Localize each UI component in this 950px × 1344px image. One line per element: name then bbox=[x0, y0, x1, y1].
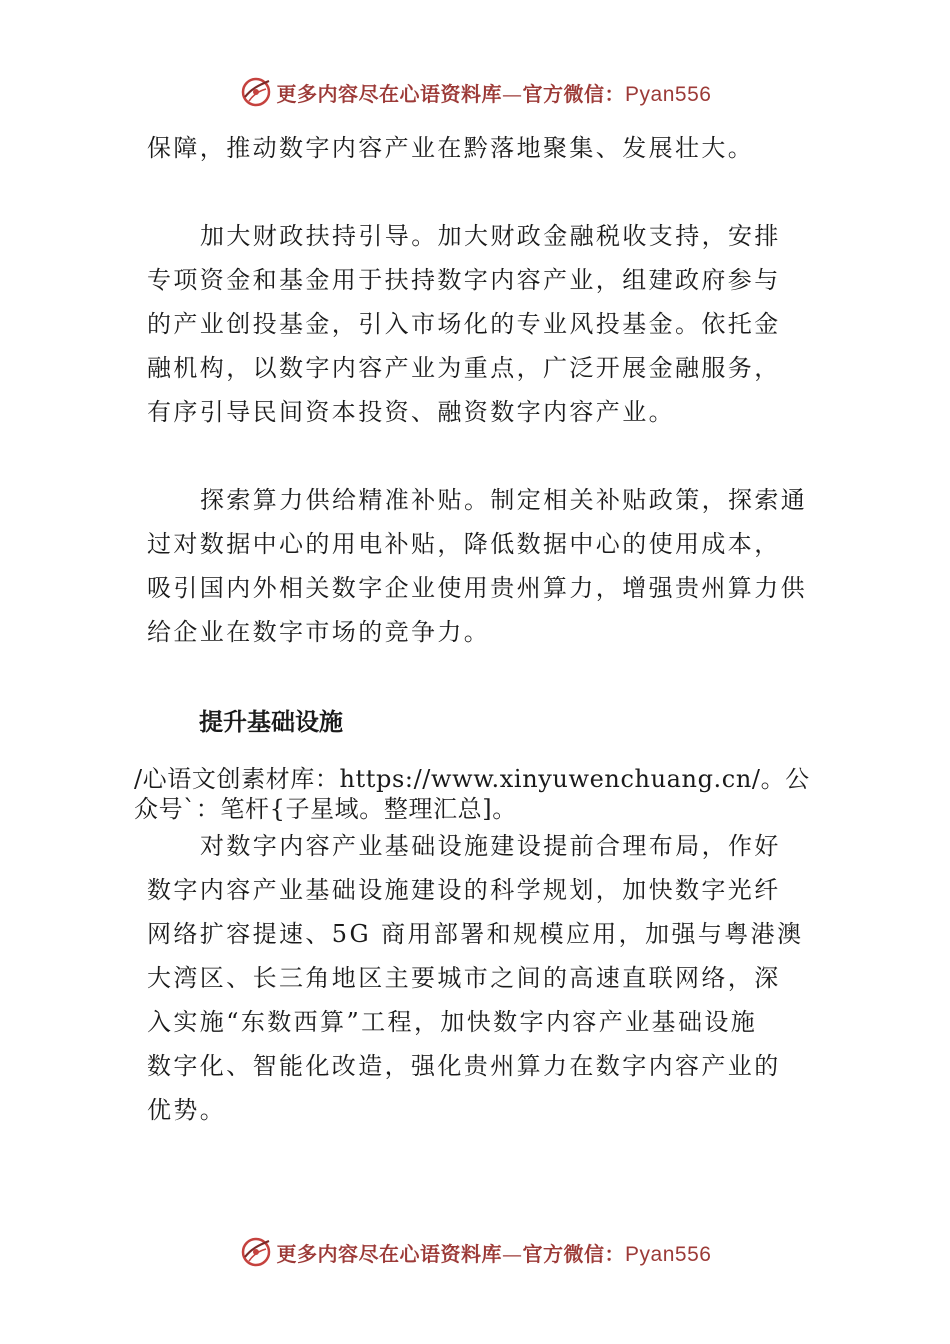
text-line: 网络扩容提速、5G 商用部署和规模应用，加强与粤港澳 bbox=[147, 920, 804, 948]
banner-wechat-id: Pyan556 bbox=[625, 1242, 712, 1266]
brand-logo-icon bbox=[239, 1235, 273, 1269]
text-line: 优势。 bbox=[147, 1096, 227, 1124]
banner-wechat-id: Pyan556 bbox=[625, 82, 712, 106]
footer-banner bbox=[0, 1232, 950, 1272]
banner-title: 更多内容尽在心语资料库 bbox=[276, 1241, 503, 1266]
banner-wechat-label: 官方微信： bbox=[522, 81, 626, 106]
banner-separator: — bbox=[502, 1241, 523, 1266]
text-line: 入实施“东数西算”工程，加快数字内容产业基础设施 bbox=[147, 1008, 758, 1036]
text-line: 数字内容产业基础设施建设的科学规划，加快数字光纤 bbox=[147, 876, 781, 904]
text-line: 对数字内容产业基础设施建设提前合理布局，作好 bbox=[200, 832, 781, 860]
text-line: 大湾区、长三角地区主要城市之间的高速直联网络，深 bbox=[147, 964, 781, 992]
header-banner bbox=[0, 72, 950, 112]
text-line: 吸引国内外相关数字企业使用贵州算力，增强贵州算力供 bbox=[147, 574, 807, 602]
text-line: 探索算力供给精准补贴。制定相关补贴政策，探索通 bbox=[200, 486, 808, 514]
section-heading: 提升基础设施 bbox=[199, 708, 343, 736]
source-line: /心语文创素材库：https://www.xinyuwenchuang.cn/。公 bbox=[134, 765, 810, 793]
paragraph-3 bbox=[147, 478, 807, 654]
text-line: 的产业创投基金，引入市场化的专业风投基金。依托金 bbox=[147, 310, 781, 338]
text-line: 有序引导民间资本投资、融资数字内容产业。 bbox=[147, 398, 675, 426]
text-line: 融机构，以数字内容产业为重点，广泛开展金融服务， bbox=[147, 354, 781, 382]
source-note bbox=[134, 764, 810, 824]
paragraph-1 bbox=[147, 126, 754, 170]
text-line: 保障，推动数字内容产业在黔落地聚集、发展壮大。 bbox=[147, 134, 755, 162]
text-line: 过对数据中心的用电补贴，降低数据中心的使用成本， bbox=[147, 530, 781, 558]
text-line: 给企业在数字市场的竞争力。 bbox=[147, 618, 491, 646]
source-line: 众号`：笔杆{子星域。整理汇总]。 bbox=[134, 795, 517, 823]
paragraph-2 bbox=[147, 214, 781, 434]
text-line: 专项资金和基金用于扶持数字内容产业，组建政府参与 bbox=[147, 266, 781, 294]
brand-logo-icon bbox=[239, 75, 273, 109]
banner-wechat-label: 官方微信： bbox=[522, 1241, 626, 1266]
text-line: 数字化、智能化改造，强化贵州算力在数字内容产业的 bbox=[147, 1052, 781, 1080]
paragraph-4 bbox=[147, 824, 803, 1132]
banner-separator: — bbox=[502, 81, 523, 106]
banner-title: 更多内容尽在心语资料库 bbox=[276, 81, 503, 106]
text-line: 加大财政扶持引导。加大财政金融税收支持，安排 bbox=[200, 222, 781, 250]
